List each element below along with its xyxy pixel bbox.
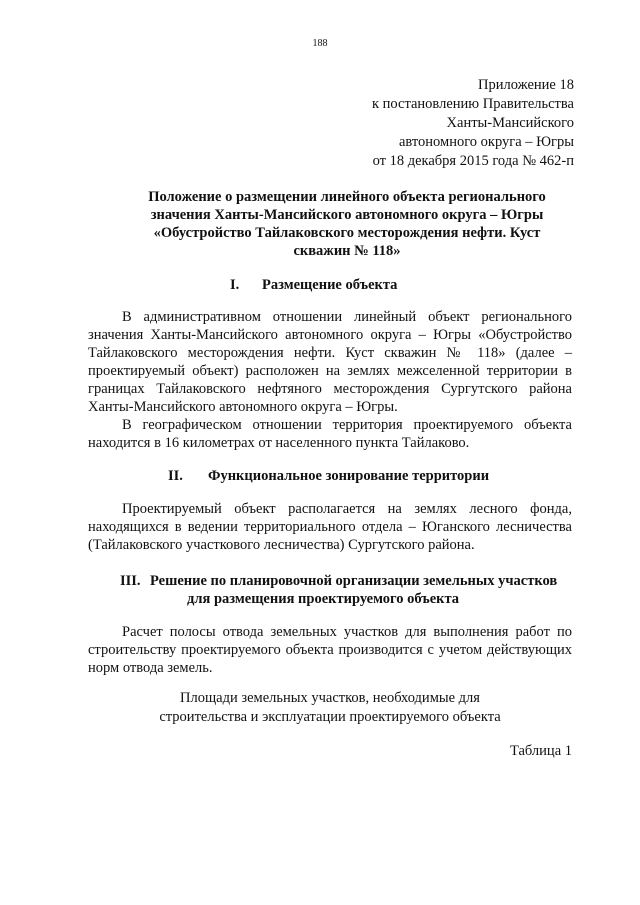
appendix-line: Ханты-Мансийского xyxy=(446,115,574,131)
page-number: 188 xyxy=(312,38,328,49)
title-line: скважин № 118» xyxy=(293,243,401,259)
section-3-number: III. xyxy=(120,573,141,589)
section-2-title: Функциональное зонирование территории xyxy=(208,468,490,484)
section-3-title-line-1: Решение по планировочной организации земельных участков xyxy=(150,573,558,589)
section-3-title-line-2: для размещения проектируемого объекта xyxy=(187,591,460,607)
section-1-paragraph-2: В географическом отношении территория проектируемого объекта находится в 16 километрах от населенного пункта Тайлаково. xyxy=(88,417,572,451)
section-1-paragraph-1: В административном отношении линейный объект регионального значения Ханты-Мансийского автономного округа – Югры «Обустройство Тайлаковского месторождения нефти. Куст скважин № 118» (далее – проектируемый объект) расположен на землях межселенной территории в границах Тайлаковского нефтяного месторождения Сургутского района Ханты-Мансийского автономного округа – Югры. xyxy=(88,309,572,415)
appendix-line: автономного округа – Югры xyxy=(398,134,574,150)
title-line: «Обустройство Тайлаковского месторождения нефти. Куст xyxy=(153,225,541,241)
section-1-title: Размещение объекта xyxy=(262,277,398,293)
appendix-line: Приложение 18 xyxy=(478,77,574,93)
table-caption xyxy=(88,689,572,727)
title-line: значения Ханты-Мансийского автономного округа – Югры xyxy=(150,207,544,223)
section-2-paragraph-1: Проектируемый объект располагается на землях лесного фонда, находящихся в ведении территориального отдела – Юганского лесничества (Тайлаковского участкового лесничества) Сургутского района. xyxy=(88,501,572,553)
section-2-heading xyxy=(168,467,489,485)
appendix-block xyxy=(254,76,574,171)
section-2-number: II. xyxy=(168,468,183,484)
section-3-heading-line-2 xyxy=(187,590,459,608)
section-1-heading xyxy=(230,276,397,294)
appendix-line: к постановлению Правительства xyxy=(372,96,574,112)
appendix-line: от 18 декабря 2015 года № 462-п xyxy=(372,153,574,169)
table-label: Таблица 1 xyxy=(509,743,572,759)
section-3-heading xyxy=(120,572,557,590)
section-3-paragraph-1: Расчет полосы отвода земельных участков для выполнения работ по строительству проектируемого объекта производится с учетом действующих норм отвода земель. xyxy=(88,624,572,676)
table-caption-line: Площади земельных участков, необходимые для xyxy=(180,690,480,706)
title-line: Положение о размещении линейного объекта регионального xyxy=(148,189,546,205)
document-title xyxy=(108,188,586,260)
section-1-number: I. xyxy=(230,277,240,293)
table-caption-line: строительства и эксплуатации проектируемого объекта xyxy=(159,709,501,725)
